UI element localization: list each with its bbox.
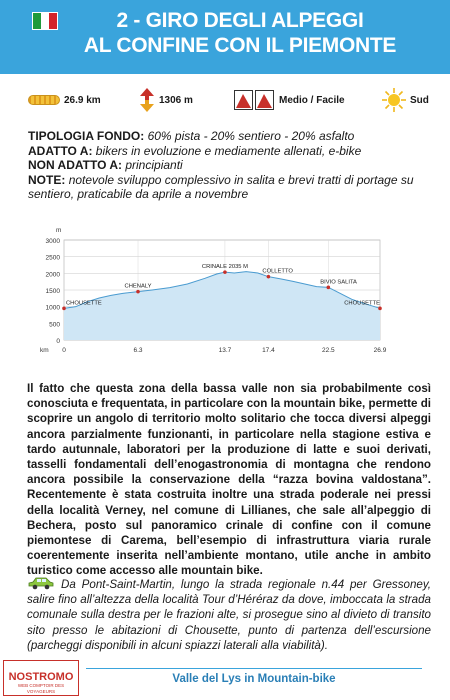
exposure-value: Sud xyxy=(410,94,429,106)
not-suitable-value: principianti xyxy=(125,158,183,172)
waypoint-label: CHOUSETTE xyxy=(66,300,102,307)
elevation-profile-chart xyxy=(24,218,426,368)
access-text: Da Pont-Saint-Martin, lungo la strada regionale n.44 per Gressoney, salire fino all’altezza della località Tour d’Héréraz da dove, imboccata la strada comunale sulla destra per le frazioni alte, si prosegue sino al divieto di transito sito presso le abitazioni di Chousette, punto di partenza dell’escursione (parcheggi disponibili in alcuni spiazzi laterali alla viabilità). xyxy=(27,578,431,652)
y-tick-label: 1500 xyxy=(45,288,60,295)
y-axis-label: m xyxy=(56,227,62,234)
title-line-2: AL CONFINE CON IL PIEMONTE xyxy=(83,34,397,57)
flag-stripe-red xyxy=(49,13,57,29)
y-tick-label: 1000 xyxy=(45,304,60,312)
stat-exposure xyxy=(382,86,429,114)
y-tick-label: 2500 xyxy=(45,254,60,262)
surface-row xyxy=(28,129,428,144)
description-paragraph: Il fatto che questa zona della bassa valle non sia probabilmente così conosciuta e frequentata, in particolare con la mountain bike, permette di scoprire un angolo di territorio molto solitario che tocca diversi alpeggi ancora parzialmente funzionanti, in particolare nella stagione estiva e tardo autunnale, laboratori per la produzione di latte e suoi derivati, tasselli fondamentali dell’enogastronomia di montagna che rendono ancora possibile la conservazione della “razza bovina valdostana”. Recentemente è stata costruita inoltre una strada poderale nei pressi della località Verney, nel comune di Lillianes, che sale all’alpeggio di Bechera, posto sul panoramico crinale di confine con il comune piemontese di Carema, bell’esempio di infrastruttura viaria rurale coerentemente inserita nell’ambiente montano, utile anche in ambito turistico come accesso alle mountain bike. xyxy=(27,382,431,578)
waypoint-marker xyxy=(223,270,227,274)
waypoint-marker xyxy=(62,307,66,311)
stat-distance xyxy=(28,86,101,114)
sun-icon xyxy=(382,88,406,112)
waypoint-label: CHENALY xyxy=(124,283,152,290)
y-tick-label: 500 xyxy=(49,321,60,329)
not-suitable-label: NON ADATTO A: xyxy=(28,158,122,172)
flag-stripe-green xyxy=(33,13,41,29)
y-tick-label: 3000 xyxy=(45,238,60,245)
waypoint-marker xyxy=(378,307,382,311)
elevation-value: 1306 m xyxy=(159,94,193,106)
page-title xyxy=(60,8,420,58)
route-stats xyxy=(0,86,450,114)
waypoint-marker xyxy=(327,286,331,290)
waypoint-marker xyxy=(267,275,271,279)
route-description xyxy=(27,381,431,579)
not-suitable-row xyxy=(28,158,428,173)
italy-flag-icon xyxy=(32,12,58,30)
title-line-1: 2 - GIRO DEGLI ALPEGGI xyxy=(116,9,364,32)
stat-difficulty xyxy=(234,86,345,114)
elevation-profile-svg xyxy=(24,218,426,368)
waypoint-label: CRINALE 2035 M xyxy=(201,264,248,271)
distance-ruler-icon xyxy=(28,95,60,105)
nostromo-logo xyxy=(3,660,79,696)
waypoint-label: BIVIO SALITA xyxy=(320,279,357,286)
stat-elevation xyxy=(140,86,193,114)
waypoint-marker xyxy=(136,290,140,294)
x-tick-label: 22.5 xyxy=(321,347,335,354)
x-axis-label: km xyxy=(40,347,49,354)
elevation-arrows-icon xyxy=(140,88,154,112)
note-label: NOTE: xyxy=(28,172,66,187)
header-banner xyxy=(0,0,450,74)
x-tick-label: 26.9 xyxy=(373,347,387,354)
x-tick-label: 13.7 xyxy=(218,347,232,354)
flag-stripe-white xyxy=(41,13,49,29)
x-tick-label: 6.3 xyxy=(133,347,143,354)
car-icon xyxy=(27,576,55,590)
x-tick-label: 0 xyxy=(62,347,66,354)
suitable-value: bikers in evoluzione e mediamente allenati, e-bike xyxy=(95,143,362,158)
note-value: notevole sviluppo complessivo in salita e brevi tratti di portage su sentiero, praticabile da aprile a novembre xyxy=(28,172,414,201)
surface-label: TIPOLOGIA FONDO: xyxy=(28,129,145,143)
book-title-footer: Valle del Lys in Mountain-bike xyxy=(86,668,422,689)
y-tick-label: 2000 xyxy=(45,271,60,279)
access-directions xyxy=(27,576,431,653)
suitable-row xyxy=(28,144,428,159)
note-row xyxy=(28,173,428,202)
waypoint-label: COLLETTO xyxy=(262,268,293,275)
distance-value: 26.9 km xyxy=(64,94,101,106)
logo-name: NOSTROMO xyxy=(8,671,74,683)
suitable-label: ADATTO A: xyxy=(28,143,93,158)
surface-value: 60% pista - 20% sentiero - 20% asfalto xyxy=(147,129,355,143)
logo-subtitle: WEB COMPTOIR DES VOYAGEURS xyxy=(17,683,65,694)
difficulty-slope-icon xyxy=(234,90,274,110)
route-info xyxy=(28,129,428,202)
y-tick-label: 0 xyxy=(56,338,60,345)
waypoint-label: CHOUSETTE xyxy=(344,300,380,307)
x-tick-label: 17.4 xyxy=(262,347,275,354)
difficulty-value: Medio / Facile xyxy=(279,94,345,106)
